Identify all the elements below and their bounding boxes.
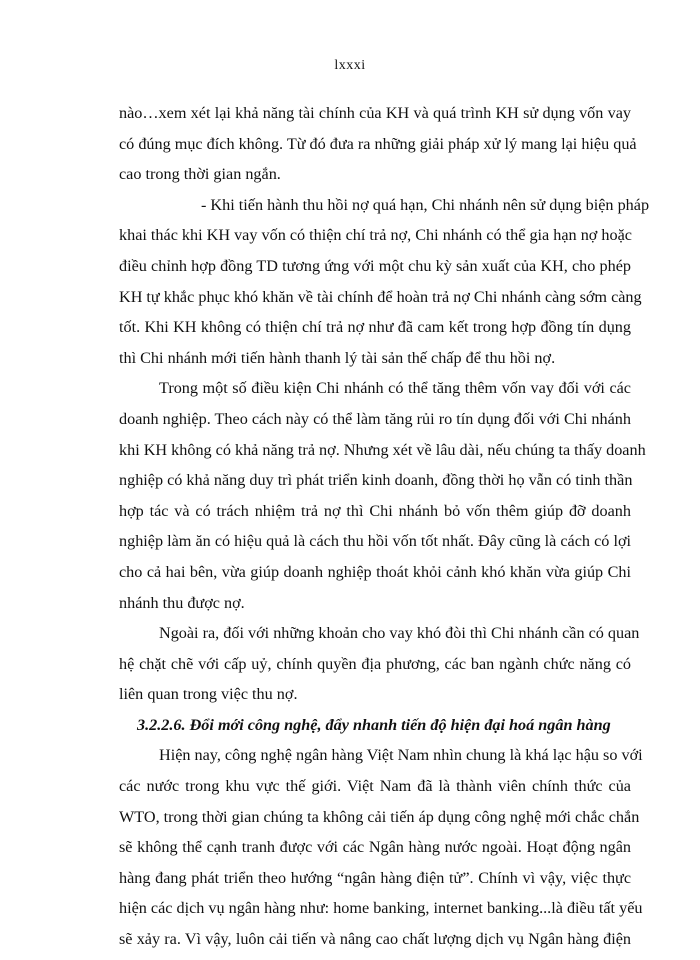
text-line: WTO, trong thời gian chúng ta không cải tiến áp dụng công nghệ mới chắc chắn — [119, 807, 640, 826]
text-line: hàng đang phát triển theo hướng “ngân hàng điện tử”. Chính vì vậy, việc thực — [119, 868, 631, 887]
text-line: các nước trong khu vực thế giới. Việt Nam đã là thành viên chính thức của — [119, 777, 631, 796]
text-line: Trong một số điều kiện Chi nhánh có thể tăng thêm vốn vay đối với các — [159, 379, 631, 398]
text-line: điều chỉnh hợp đồng TD tương ứng với một chu kỳ sản xuất của KH, cho phép — [119, 256, 631, 275]
text-line: nghiệp có khả năng duy trì phát triển kinh doanh, đồng thời họ vẫn có tinh thần — [119, 471, 633, 490]
text-line: doanh nghiệp. Theo cách này có thể làm tăng rủi ro tín dụng đối với Chi nhánh — [119, 409, 631, 428]
text-line: Ngoài ra, đối với những khoản cho vay khó đòi thì Chi nhánh cần có quan — [159, 624, 640, 643]
text-line: hiện các dịch vụ ngân hàng như: home banking, internet banking...là điều tất yếu — [119, 899, 643, 918]
paragraph-overdue-debt — [119, 190, 650, 374]
paragraph-bad-debts — [119, 618, 640, 710]
text-line: cho cả hai bên, vừa giúp doanh nghiệp thoát khỏi cảnh khó khăn vừa giúp Chi — [119, 562, 631, 581]
text-line: sẽ không thể cạnh tranh được với các Ngân hàng nước ngoài. Hoạt động ngân — [119, 838, 631, 857]
text-line: cao trong thời gian ngắn. — [119, 165, 281, 184]
text-line: tốt. Khi KH không có thiện chí trả nợ như đã cam kết trong hợp đồng tín dụng — [119, 318, 631, 337]
text-line: khi KH không có khả năng trả nợ. Nhưng xét về lâu dài, nếu chúng ta thấy doanh — [119, 440, 646, 459]
text-line: Hiện nay, công nghệ ngân hàng Việt Nam nhìn chung là khá lạc hậu so với — [159, 746, 643, 765]
text-line: liên quan trong việc thu nợ. — [119, 685, 298, 704]
text-line: hợp tác và có trách nhiệm trả nợ thì Chi nhánh bỏ vốn thêm giúp đỡ doanh — [119, 501, 631, 520]
text-line: có đúng mục đích không. Từ đó đưa ra những giải pháp xử lý mang lại hiệu quả — [119, 134, 637, 153]
section-heading: 3.2.2.6. Đổi mới công nghệ, đẩy nhanh tiến độ hiện đại hoá ngân hàng — [137, 715, 611, 734]
document-body — [119, 98, 650, 955]
text-line: KH tự khắc phục khó khăn về tài chính để hoàn trả nợ Chi nhánh càng sớm càng — [119, 287, 642, 306]
paragraph-review-finance — [119, 98, 637, 190]
text-line: sẽ xảy ra. Vì vậy, luôn cải tiến và nâng cao chất lượng dịch vụ Ngân hàng điện — [119, 930, 631, 949]
paragraph-technology — [119, 740, 643, 954]
text-line: nghiệp làm ăn có hiệu quả là cách thu hồi vốn tốt nhất. Đây cũng là cách có lợi — [119, 532, 631, 551]
text-line: thì Chi nhánh mới tiến hành thanh lý tài sản thế chấp để thu hồi nợ. — [119, 348, 556, 367]
page-number: lxxxi — [334, 58, 366, 73]
paragraph-additional-loans — [119, 373, 646, 618]
text-line: nhánh thu được nợ. — [119, 593, 245, 612]
text-line: - Khi tiến hành thu hồi nợ quá hạn, Chi nhánh nên sử dụng biện pháp — [201, 195, 650, 214]
text-line: hệ chặt chẽ với cấp uỷ, chính quyền địa phương, các ban ngành chức năng có — [119, 654, 631, 673]
text-line: nào…xem xét lại khả năng tài chính của KH và quá trình KH sử dụng vốn vay — [119, 104, 631, 122]
text-line: khai thác khi KH vay vốn có thiện chí trả nợ, Chi nhánh có thể gia hạn nợ hoặc — [119, 226, 632, 245]
